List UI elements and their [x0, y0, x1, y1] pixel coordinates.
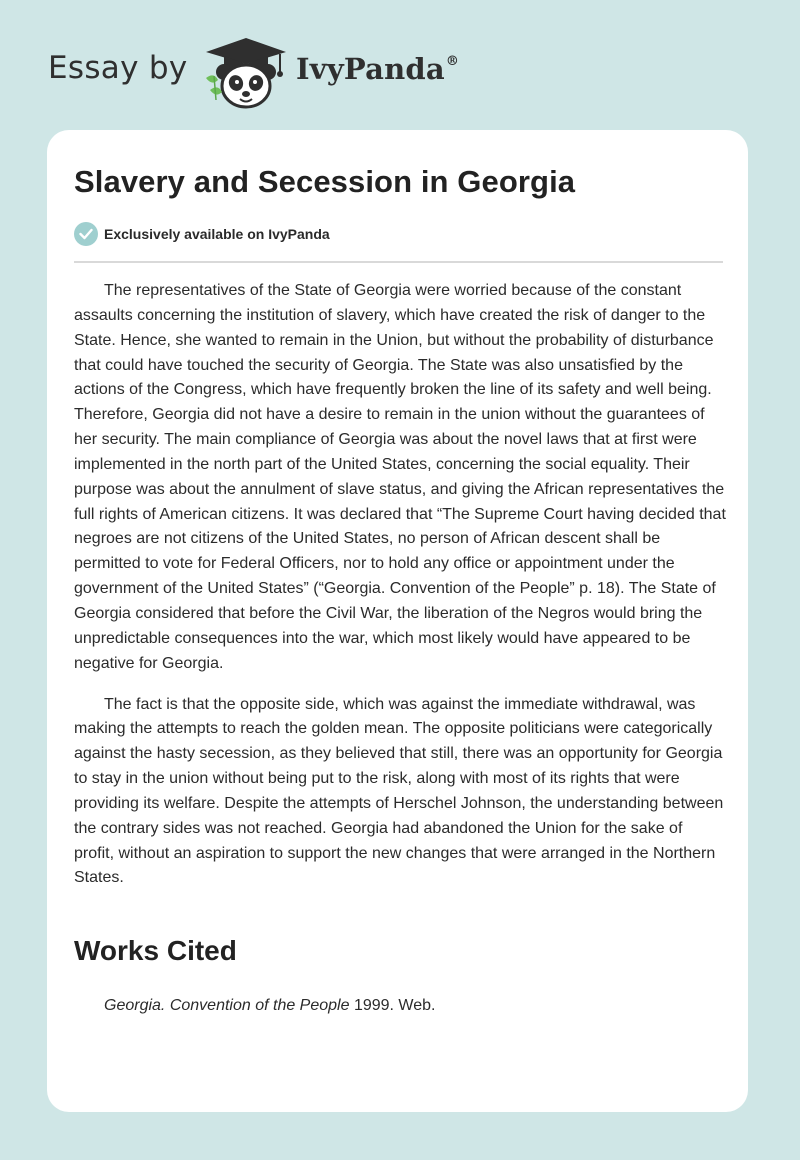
- check-icon: [74, 222, 98, 246]
- page-title: Slavery and Secession in Georgia: [74, 164, 576, 199]
- title-divider: [74, 261, 723, 263]
- exclusive-label: Exclusively available on IvyPanda: [104, 226, 330, 242]
- citation-details: 1999. Web.: [349, 997, 436, 1014]
- exclusive-badge: [74, 222, 330, 246]
- essay-card: [47, 130, 748, 1112]
- works-cited-heading: Works Cited: [74, 935, 237, 966]
- site-header: [0, 0, 800, 120]
- essay-by-label: Essay by: [48, 50, 188, 86]
- panda-logo-icon[interactable]: [200, 34, 292, 110]
- paragraph-2: The fact is that the opposite side, which was against the immediate withdrawal, was making the attempts to reach the golden mean. The opposite politicians were categorically against the hasty secession, as they believed that still, there was an opportunity for Georgia to stay in the union without being put to the risk, along with most of its rights that were providing its welfare. Despite the attempts of Herschel Johnson, the understanding between the contrary sides was not reached. Georgia had abandoned the Union for the sake of profit, without an aspiration to support the new changes that were arranged in the Northern States.: [74, 695, 724, 887]
- citation-entry: [104, 997, 435, 1015]
- citation-title: Georgia. Convention of the People: [104, 997, 350, 1014]
- essay-body: [74, 279, 726, 907]
- registered-mark: ®: [445, 54, 460, 69]
- paragraph-1: The representatives of the State of Georgia were worried because of the constant assaults concerning the institution of slavery, which have created the risk of danger to the State. Hence, she wanted to remain in the Union, but without the probability of disturbance that could have touched the security of Georgia. The State was also unsatisfied by the actions of the Congress, which have frequently broken the line of its safety and well being. Therefore, Georgia did not have a desire to remain in the union without the guarantees of her security. The main compliance of Georgia was about the novel laws that at first were implemented in the north part of the United States, concerning the social equality. Their purpose was about the annulment of slave status, and giving the African representatives the full rights of American citizens. It was declared that “The Supreme Court having decided that negroes are not citizens of the United States, no person of African descent shall be permitted to vote for Federal Officers, nor to hold any office or appointment under the government of the United States” (“Georgia. Convention of the People” p. 18). The State of Georgia considered that before the Civil War, the liberation of the Negros would bring the unpredictable consequences into the war, which most likely would have appeared to be negative for Georgia.: [74, 282, 726, 672]
- brand-name[interactable]: IvyPanda®: [296, 52, 460, 86]
